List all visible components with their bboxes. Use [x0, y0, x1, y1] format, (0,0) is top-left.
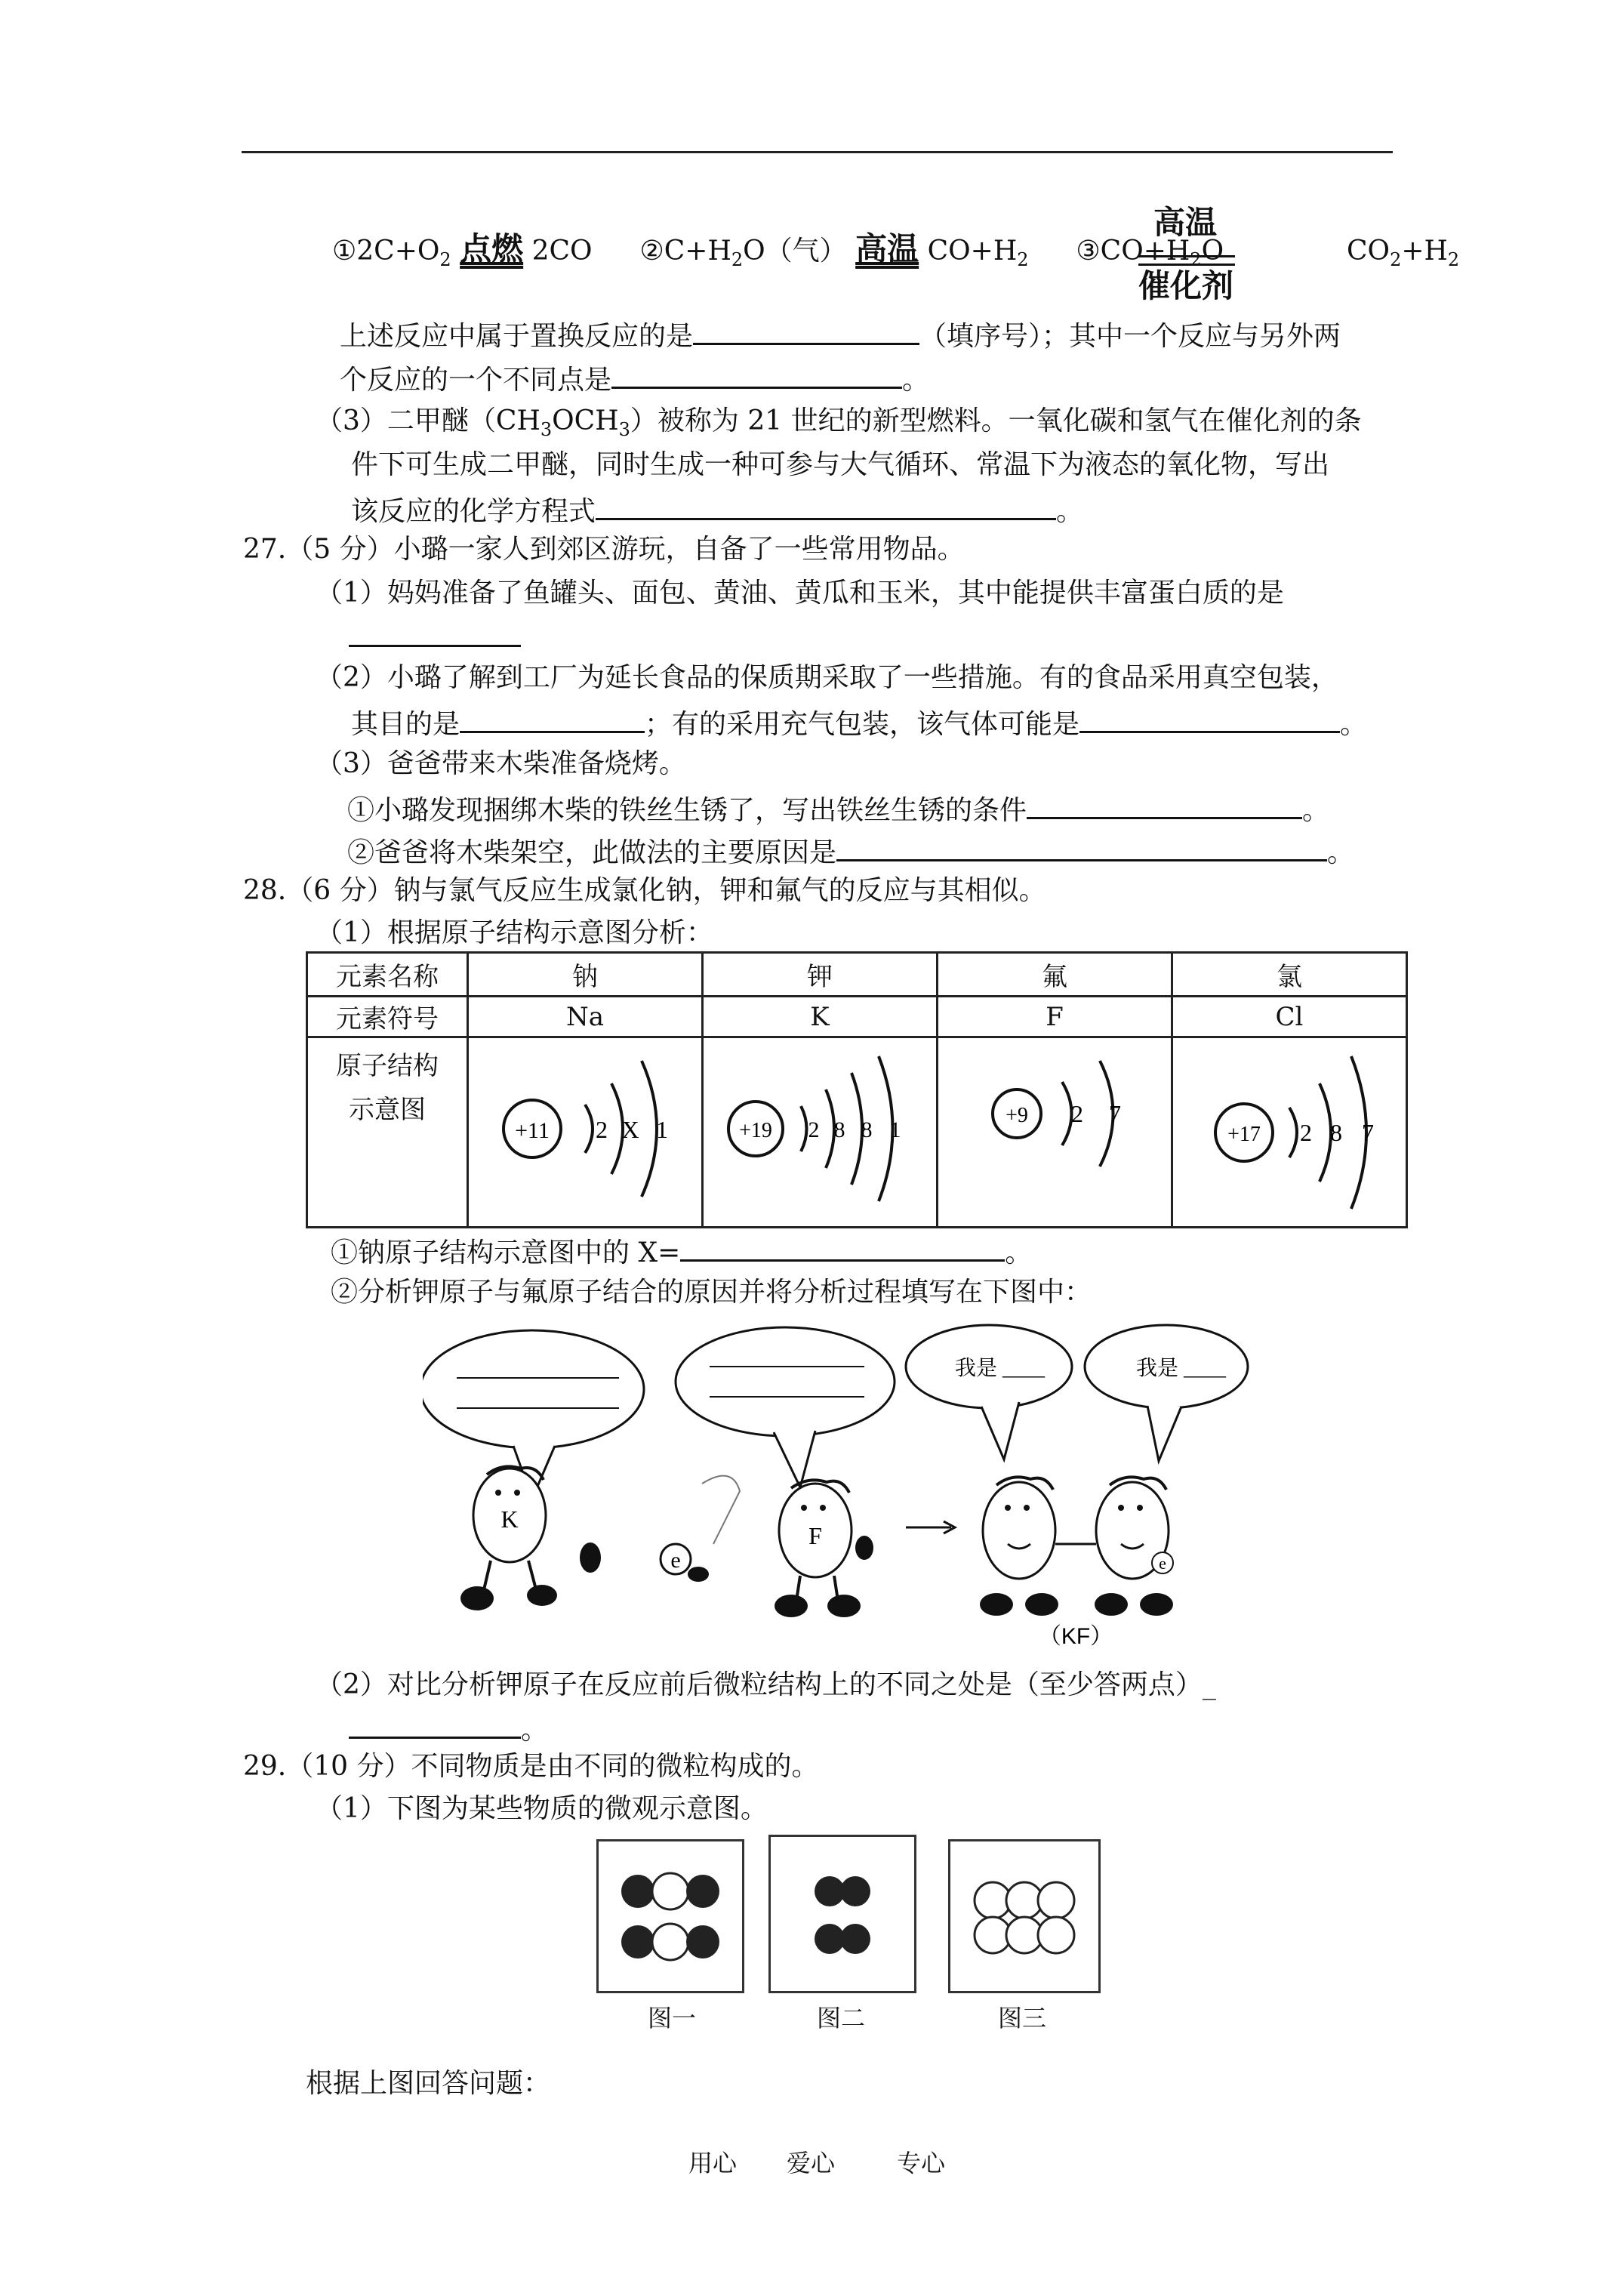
character-f: [775, 1480, 873, 1617]
svg-text:e: e: [670, 1548, 681, 1573]
row-label-name: 元素名称: [307, 953, 468, 997]
symbol-f: F: [938, 997, 1172, 1037]
atom-structure-table: [306, 951, 1408, 1228]
name-na: 钠: [468, 953, 703, 997]
q29-after: 根据上图回答问题：: [306, 2068, 551, 2099]
q27-p2b: 其目的是 ；有的采用充气包装，该气体可能是 。: [351, 705, 1367, 741]
svg-text:e: e: [1159, 1554, 1166, 1573]
svg-text:+19: +19: [739, 1119, 772, 1142]
atom-diagram-na: [468, 1037, 703, 1228]
svg-text:K: K: [500, 1505, 519, 1533]
figure-3-caption: 图三: [998, 2004, 1047, 2032]
eq1-reactants: ①2C+O: [332, 236, 440, 267]
svg-text:X: X: [621, 1116, 639, 1143]
svg-text:2: 2: [1300, 1119, 1312, 1146]
equation-line: $①2C+O_2$ 点燃 2CO $②C+H_2O$（气） 高温 $CO+H_2$ $③CO+H_2O$ $CO_2+H_2$: [332, 230, 1460, 271]
eq2-reactants: ②C+H: [639, 236, 731, 267]
figure-1-box: [596, 1839, 744, 1993]
svg-text:2: 2: [1071, 1100, 1083, 1127]
name-f: 氟: [938, 953, 1172, 997]
character-kf-pair: [980, 1477, 1173, 1649]
speech-bubble-f: [676, 1327, 895, 1487]
svg-text:我是 ____: 我是 ____: [1136, 1357, 1227, 1380]
q28-p2: （2）对比分析钾原子在反应前后微粒结构上的不同之处是（至少答两点）_: [316, 1669, 1216, 1700]
q27-p3b: ②爸爸将木柴架空，此做法的主要原因是 。: [347, 834, 1354, 870]
svg-text:+17: +17: [1227, 1123, 1261, 1146]
electron-icon: [661, 1476, 740, 1582]
figure-2-box: [768, 1835, 916, 1993]
q27-p1: （1）妈妈准备了鱼罐头、面包、黄油、黄瓜和玉米，其中能提供丰富蛋白质的是: [316, 578, 1284, 609]
q26-line1: 上述反应中属于置换反应的是 （填序号）；其中一个反应与另外两: [340, 317, 1341, 353]
svg-text:+9: +9: [1006, 1104, 1028, 1127]
eq2-condition: 高温: [855, 230, 919, 267]
row-label-diagram: 原子结构 示意图: [307, 1037, 468, 1228]
svg-text:2: 2: [596, 1116, 608, 1143]
svg-text:8: 8: [861, 1117, 873, 1142]
row-label-symbol: 元素符号: [307, 997, 468, 1037]
character-k: [460, 1466, 601, 1610]
speech-bubble-kf-1: [906, 1325, 1072, 1459]
figure-2-caption: 图二: [817, 2004, 866, 2032]
svg-text:+11: +11: [515, 1118, 550, 1143]
symbol-k: K: [703, 997, 938, 1037]
q28-title: 28.（6 分）钠与氯气反应生成氯化钠，钾和氟气的反应与其相似。: [243, 875, 1046, 906]
q27-title: 27.（5 分）小璐一家人到郊区游玩，自备了一些常用物品。: [243, 534, 965, 565]
name-cl: 氯: [1172, 953, 1407, 997]
q29-title: 29.（10 分）不同物质是由不同的微粒构成的。: [243, 1751, 819, 1782]
svg-text:8: 8: [833, 1117, 845, 1142]
svg-text:F: F: [808, 1522, 822, 1549]
header-rule: [242, 151, 1393, 153]
svg-text:2: 2: [808, 1117, 820, 1142]
figure-1-caption: 图一: [648, 2004, 697, 2032]
eq3-condition-top: 高温: [1153, 204, 1218, 241]
footer-word-3: 专心: [897, 2149, 946, 2177]
q28-q1b: ②分析钾原子与氟原子结合的原因并将分析过程填写在下图中：: [331, 1277, 1092, 1308]
q28-q1a: ①钠原子结构示意图中的 X= 。: [331, 1234, 1032, 1270]
footer-word-2: 爱心: [787, 2149, 836, 2177]
svg-text:7: 7: [1109, 1100, 1121, 1127]
atom-diagram-cl: [1172, 1037, 1407, 1228]
svg-text:1: 1: [656, 1116, 668, 1143]
eq1-condition: 点燃: [460, 230, 524, 267]
name-k: 钾: [703, 953, 938, 997]
speech-bubble-kf-2: [1085, 1325, 1248, 1461]
atom-diagram-f: [938, 1037, 1172, 1228]
q26-line5: 该反应的化学方程式 。: [351, 492, 1083, 529]
svg-text:我是 ____: 我是 ____: [955, 1357, 1046, 1380]
q27-p3: （3）爸爸带来木柴准备烧烤。: [316, 748, 686, 779]
svg-text:1: 1: [889, 1117, 901, 1142]
q26-line4: 件下可生成二甲醚，同时生成一种可参与大气循环、常温下为液态的氧化物，写出: [351, 449, 1330, 480]
kf-cartoon: [423, 1318, 1283, 1650]
svg-text:7: 7: [1362, 1119, 1374, 1146]
eq3-reactants: ③CO+H: [1076, 236, 1190, 267]
svg-text:8: 8: [1330, 1119, 1342, 1146]
q27-p3a: ①小璐发现捆绑木柴的铁丝生锈了，写出铁丝生锈的条件 。: [347, 791, 1329, 827]
q27-p1-blank: [349, 619, 521, 647]
q27-p2: （2）小璐了解到工厂为延长食品的保质期采取了一些措施。有的食品采用真空包装，: [316, 662, 1338, 693]
q28-p1: （1）根据原子结构示意图分析：: [316, 917, 713, 948]
speech-bubble-k: [423, 1330, 644, 1499]
q29-p1: （1）下图为某些物质的微观示意图。: [316, 1793, 768, 1824]
symbol-cl: Cl: [1172, 997, 1407, 1037]
q26-line3: （3）二甲醚$(CH_3OCH_3)$被称为 21 世纪的新型燃料。一氧化碳和氢气在催化剂的条: [316, 405, 1362, 441]
q26-line2: 个反应的一个不同点是 。: [340, 361, 929, 397]
atom-diagram-k: [703, 1037, 938, 1228]
q28-p2-blank-line: 。: [349, 1711, 548, 1747]
eq3-condition-bottom: 催化剂: [1138, 267, 1234, 304]
footer-word-1: 用心: [688, 2149, 738, 2177]
figure-3-box: [948, 1839, 1101, 1993]
symbol-na: Na: [468, 997, 703, 1037]
svg-text:（KF）: （KF）: [1038, 1624, 1113, 1649]
reaction-arrow: [906, 1521, 955, 1533]
